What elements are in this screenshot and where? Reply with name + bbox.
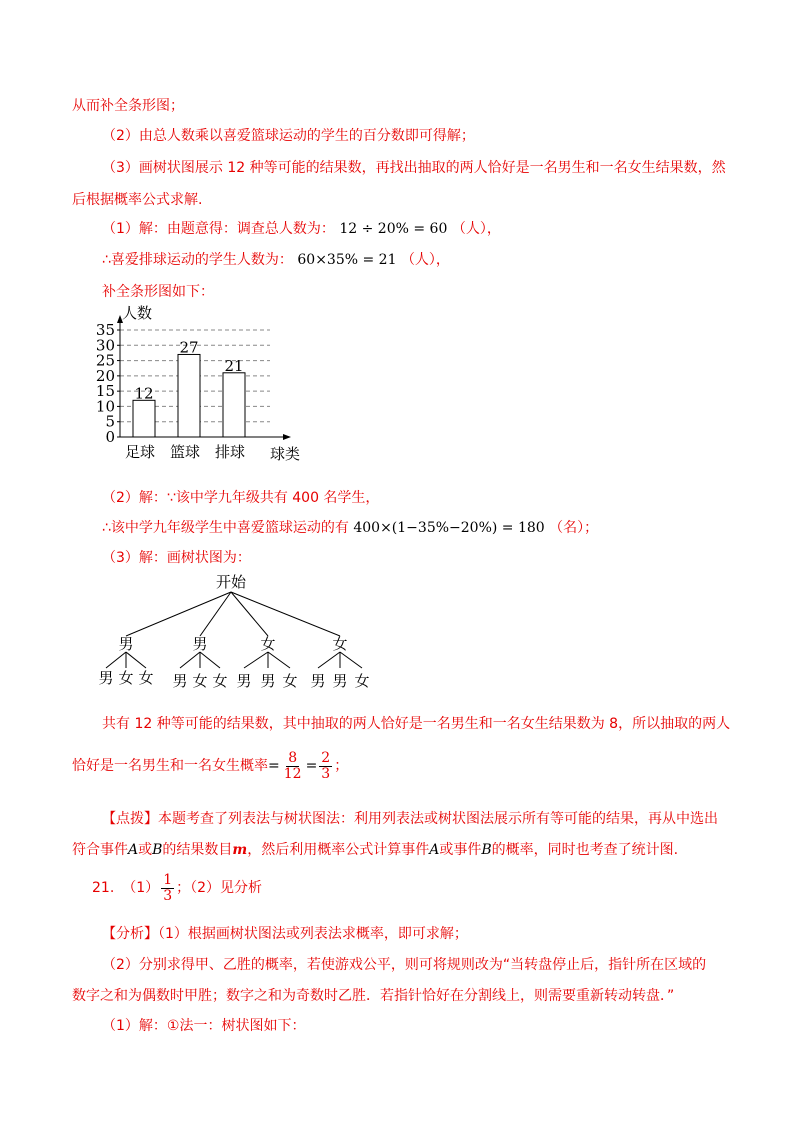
tree-node-l1: 男 [118, 635, 134, 653]
tree-node-l2: 女 [212, 672, 228, 690]
text-l12-pre: 恰好是一名男生和一名女生概率 [72, 758, 268, 774]
math-l9: 400×(1−35%−20%) = 180 [353, 520, 545, 536]
text-l14-f: 的概率，同时也考查了统计图. [491, 842, 679, 858]
tree-diagram [92, 568, 392, 698]
frac-num: 1 [163, 871, 173, 888]
text-l14-c: 的结果数目 [162, 842, 233, 858]
tree-node-l1: 女 [332, 635, 348, 653]
math-eq: = [305, 758, 318, 774]
text-l15-b: ；（2）见分析 [176, 880, 263, 896]
math-eq: = [268, 758, 280, 774]
text-l14-b: 或 [138, 842, 153, 858]
tree-node-l2: 女 [354, 672, 370, 690]
math-var-B: B [481, 842, 492, 858]
bar-chart [95, 305, 335, 465]
bar [178, 354, 200, 437]
text-l16: 【分析】（1）根据画树状图法或列表法求概率，即可求解； [102, 926, 468, 942]
tree-node-l2: 男 [332, 672, 348, 690]
y-tick-label: 35 [95, 321, 115, 339]
text-line [72, 96, 184, 116]
text-l15-a: （1） [122, 880, 160, 896]
y-tick-label: 10 [95, 397, 115, 416]
text-l8: （2）解：∵该中学九年级共有 400 名学生， [102, 490, 380, 506]
frac-den: 3 [321, 765, 331, 782]
text-line [92, 866, 262, 910]
tree-node-l2: 男 [172, 672, 188, 690]
text-l14-e: 或事件 [439, 842, 482, 858]
text-l7: 补全条形图如下： [102, 284, 214, 300]
text-l19: （1）解：①法一：树状图如下： [102, 1018, 306, 1034]
text-l13: 【点拨】本题考查了列表法与树状图法：利用列表法或树状图法展示所有等可能的结果，再从中选出 [102, 811, 718, 827]
text-l18: 数字之和为偶数时甲胜；数字之和为奇数时乙胜．若指针恰好在分割线上，则需要重新转动转盘．” [72, 988, 675, 1004]
tree-node-l2: 女 [138, 669, 154, 687]
tree-node-l1: 男 [192, 635, 208, 653]
x-axis-label: 球类 [270, 445, 301, 463]
frac-num: 2 [321, 749, 331, 766]
text-line [102, 158, 726, 178]
text-line [102, 282, 214, 302]
text-line [102, 548, 251, 568]
bar-data-label: 27 [179, 338, 199, 357]
math-var-m: m [232, 842, 248, 858]
math-l6: 60×35% = 21 [297, 252, 397, 268]
text-line [72, 190, 202, 210]
tree-node-l2: 男 [310, 672, 326, 690]
text-line [102, 250, 450, 270]
text-line [102, 924, 468, 944]
text-l6-pre: ∴喜爱排球运动的学生人数为： [102, 252, 293, 268]
bar-data-label: 21 [224, 356, 244, 375]
bar [223, 373, 245, 437]
text-line [102, 955, 706, 975]
text-line [102, 219, 501, 239]
math-var-A: A [128, 842, 139, 858]
text-l1: 从而补全条形图； [72, 98, 184, 114]
math-l5: 12 ÷ 20% = 60 [339, 221, 448, 237]
text-l6-post: （人）， [400, 252, 450, 268]
text-line [102, 1016, 305, 1036]
frac-num: 8 [288, 749, 298, 766]
tree-node-l2: 男 [236, 672, 252, 690]
y-tick-label: 0 [105, 428, 115, 446]
y-tick-label: 5 [105, 412, 115, 431]
tree-node-l2: 女 [282, 672, 298, 690]
x-axis-arrow [283, 434, 291, 440]
text-l14-a: 符合事件 [72, 842, 128, 858]
frac-den: 3 [163, 887, 173, 904]
y-tick-label: 15 [95, 382, 115, 401]
text-l10: （3）解：画树状图为： [102, 550, 251, 566]
text-l12-post: ； [334, 758, 349, 774]
text-l3: （3）画树状图展示 12 种等可能的结果数，再找出抽取的两人恰好是一名男生和一名女生结果数，然 [102, 160, 726, 176]
y-tick-label: 20 [95, 366, 115, 385]
x-category-label: 篮球 [169, 443, 201, 461]
text-l5-post: （人）， [451, 221, 501, 237]
frac-den: 12 [283, 765, 302, 782]
text-line [102, 488, 379, 508]
y-tick-label: 30 [95, 336, 115, 355]
bar-data-label: 12 [134, 384, 154, 403]
tree-node-l2: 女 [118, 669, 134, 687]
bar [133, 400, 155, 437]
text-l9-post: （名）； [549, 520, 599, 536]
y-axis-label: 人数 [122, 305, 153, 322]
text-l14-d: ，然后利用概率公式计算事件 [247, 842, 430, 858]
text-line [72, 744, 348, 788]
question-number: 21. [92, 880, 115, 896]
text-l11: 共有 12 种等可能的结果数，其中抽取的两人恰好是一名男生和一名女生结果数为 8，所以抽取的两人 [102, 716, 731, 732]
tree-node-l2: 女 [192, 672, 208, 690]
text-line [72, 840, 678, 860]
text-line [72, 986, 674, 1006]
tree-root: 开始 [215, 573, 247, 591]
fraction-2-3 [319, 751, 332, 782]
math-var-B: B [152, 842, 163, 858]
x-category-label: 足球 [124, 443, 156, 461]
tree-node-l1: 女 [260, 635, 276, 653]
text-l4: 后根据概率公式求解. [72, 192, 203, 208]
text-l2: （2）由总人数乘以喜爱篮球运动的学生的百分数即可得解； [102, 128, 475, 144]
text-line [102, 518, 598, 538]
math-var-A: A [429, 842, 440, 858]
text-line [102, 714, 730, 734]
text-l17: （2）分别求得甲、乙胜的概率，若使游戏公平，则可将规则改为“当转盘停止后，指针所在区域的 [102, 957, 707, 973]
text-line [102, 809, 718, 829]
text-line [102, 126, 475, 146]
text-l9-pre: ∴该中学九年级学生中喜爱篮球运动的有 [102, 520, 349, 536]
fraction-1-3 [161, 873, 174, 904]
tree-node-l2: 男 [260, 672, 276, 690]
x-category-label: 排球 [214, 443, 246, 461]
text-l5-pre: （1）解：由题意得：调查总人数为： [102, 221, 335, 237]
tree-node-l2: 男 [98, 669, 114, 687]
y-tick-label: 25 [95, 351, 115, 370]
fraction-8-12 [282, 751, 304, 782]
